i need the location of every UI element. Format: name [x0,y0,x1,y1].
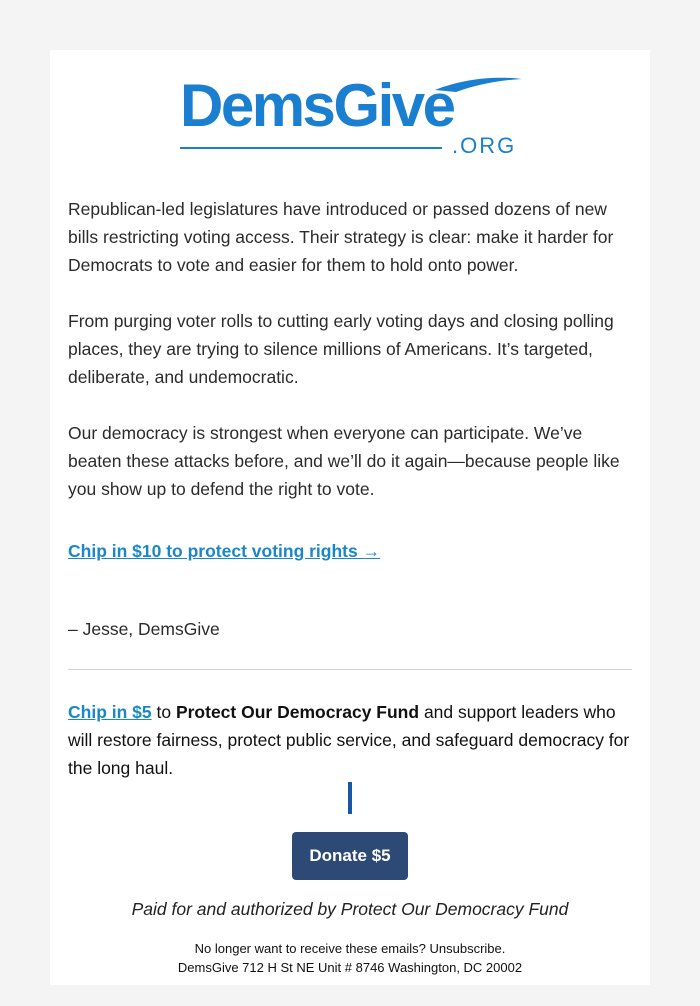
mailing-address: DemsGive 712 H St NE Unit # 8746 Washington, DC 20002 [177,960,523,975]
donate-button[interactable]: Donate $5 [292,832,408,880]
body-paragraph-1: Republican-led legislatures have introduced or passed dozens of new bills restricting voting access. Their strategy is clear: make it harder for Democrats to vote and easier for them to hold onto power. [68,199,614,275]
demsgive-logo[interactable] [180,72,525,158]
fund-paragraph [68,698,634,782]
footer [50,939,650,977]
logo-underline [180,147,442,149]
cta-paragraph [68,537,634,565]
email-card [50,50,650,985]
signature: – Jesse, DemsGive [68,619,220,639]
chip-in-5-link[interactable]: Chip in $5 [68,702,152,722]
divider [68,669,632,670]
unsubscribe-text[interactable]: No longer want to receive these emails? Unsubscribe. [194,941,506,956]
fund-name: Protect Our Democracy Fund [175,702,420,722]
paid-for-disclaimer: Paid for and authorized by Protect Our Democracy Fund [131,899,569,919]
body-paragraph-2: From purging voter rolls to cutting early voting days and closing polling places, they are trying to silence millions of Americans. It’s targeted, deliberate, and undemocratic. [68,311,614,387]
fund-text-rest: and support leaders who will restore fairness, protect public service, and safeguard democracy for the long haul. [68,702,630,778]
body-paragraph-3: Our democracy is strongest when everyone can participate. We’ve beaten these attacks before, and we’ll do it again—because people like you show up to defend the right to vote. [68,423,620,499]
chip-in-10-link[interactable]: Chip in $10 to protect voting rights → [68,541,381,561]
logo-domain-suffix: .ORG [452,133,517,158]
logo-wordmark: DemsGive [180,72,454,139]
decorative-bar [348,782,352,814]
fund-text-to: to [151,702,176,722]
